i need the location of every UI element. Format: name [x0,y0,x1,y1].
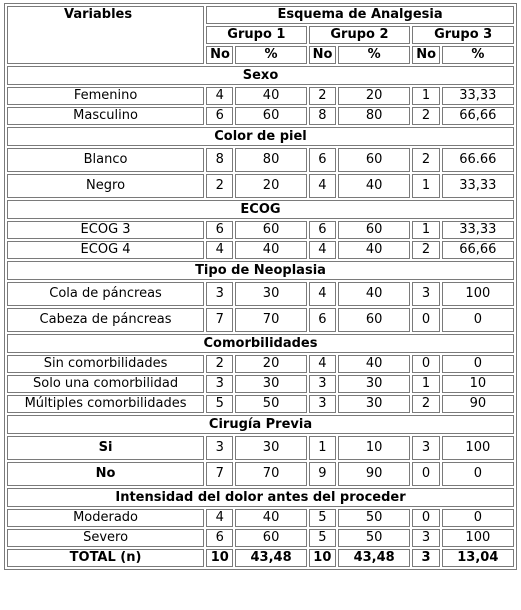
count-cell: 8 [309,107,336,125]
pct-cell: 30 [235,282,306,306]
count-cell: 7 [206,308,233,332]
table-row [7,395,514,413]
row-label: Severo [7,529,204,547]
pct-cell: 10 [338,436,410,460]
pct-cell: 90 [338,462,410,486]
row-label: Si [7,436,204,460]
pct-cell: 90 [442,395,514,413]
pct-cell: 66.66 [442,148,514,172]
group-1-header: Grupo 1 [206,26,307,44]
variables-header: Variables [7,6,204,64]
pct-cell: 100 [442,282,514,306]
table-row [7,107,514,125]
section-title: Intensidad del dolor antes del proceder [7,488,514,507]
count-cell: 0 [412,308,439,332]
count-cell: 1 [412,221,439,239]
pct-cell: 40 [338,355,410,373]
count-cell: 3 [206,436,233,460]
pct-cell: 30 [235,375,306,393]
pct-cell: 50 [338,509,410,527]
total-count-cell: 3 [412,549,439,567]
table-row [7,355,514,373]
count-cell: 5 [309,509,336,527]
pct-cell: 100 [442,529,514,547]
count-cell: 4 [309,241,336,259]
pct-cell: 20 [235,355,306,373]
row-label: Masculino [7,107,204,125]
total-pct-cell: 43,48 [338,549,410,567]
count-cell: 8 [206,148,233,172]
section-header-row [7,415,514,434]
count-cell: 5 [309,529,336,547]
row-label: ECOG 4 [7,241,204,259]
pct-cell: 40 [338,241,410,259]
pct-cell: 60 [338,148,410,172]
count-cell: 6 [309,308,336,332]
table-row [7,509,514,527]
count-cell: 2 [412,241,439,259]
count-cell: 3 [309,395,336,413]
no-header: No [206,46,233,64]
total-count-cell: 10 [309,549,336,567]
count-cell: 2 [206,355,233,373]
count-cell: 1 [309,436,336,460]
section-header-row [7,334,514,353]
count-cell: 1 [412,87,439,105]
pct-cell: 70 [235,462,306,486]
row-label: Negro [7,174,204,198]
pct-cell: 40 [235,87,306,105]
pct-cell: 33,33 [442,174,514,198]
count-cell: 3 [412,436,439,460]
pct-cell: 40 [338,174,410,198]
count-cell: 4 [309,355,336,373]
pct-cell: 60 [235,107,306,125]
section-header-row [7,127,514,146]
section-title: Cirugía Previa [7,415,514,434]
row-label: Cola de páncreas [7,282,204,306]
table-row [7,221,514,239]
row-label: Moderado [7,509,204,527]
pct-cell: 30 [338,375,410,393]
table-row [7,462,514,486]
table-row [7,375,514,393]
no-header: No [309,46,336,64]
pct-cell: 0 [442,462,514,486]
count-cell: 4 [206,87,233,105]
pct-cell: 60 [235,529,306,547]
total-label: TOTAL (n) [7,549,204,567]
pct-cell: 20 [235,174,306,198]
count-cell: 4 [206,241,233,259]
count-cell: 2 [412,395,439,413]
row-label: Cabeza de páncreas [7,308,204,332]
pct-cell: 10 [442,375,514,393]
analgesia-table [4,3,517,570]
pct-cell: 40 [235,241,306,259]
count-cell: 6 [309,221,336,239]
pct-cell: 100 [442,436,514,460]
pct-cell: 30 [235,436,306,460]
table-container [4,3,517,570]
pct-cell: 60 [338,221,410,239]
pct-cell: 0 [442,355,514,373]
count-cell: 9 [309,462,336,486]
section-title: Color de piel [7,127,514,146]
pct-cell: 50 [235,395,306,413]
pct-cell: 40 [338,282,410,306]
count-cell: 2 [309,87,336,105]
pct-cell: 80 [235,148,306,172]
pct-cell: 33,33 [442,87,514,105]
count-cell: 0 [412,462,439,486]
table-row [7,148,514,172]
row-label: Solo una comorbilidad [7,375,204,393]
count-cell: 4 [309,282,336,306]
row-label: ECOG 3 [7,221,204,239]
count-cell: 3 [412,282,439,306]
row-label: Blanco [7,148,204,172]
pct-header: % [442,46,514,64]
table-row [7,282,514,306]
no-header: No [412,46,439,64]
count-cell: 0 [412,355,439,373]
section-title: ECOG [7,200,514,219]
table-row [7,174,514,198]
pct-cell: 0 [442,509,514,527]
count-cell: 7 [206,462,233,486]
total-pct-cell: 43,48 [235,549,306,567]
section-header-row [7,261,514,280]
count-cell: 2 [412,107,439,125]
pct-cell: 60 [235,221,306,239]
count-cell: 6 [206,529,233,547]
row-label: Femenino [7,87,204,105]
count-cell: 6 [206,221,233,239]
group-2-header: Grupo 2 [309,26,411,44]
row-label: Múltiples comorbilidades [7,395,204,413]
pct-cell: 33,33 [442,221,514,239]
section-header-row [7,66,514,85]
count-cell: 3 [206,282,233,306]
count-cell: 6 [206,107,233,125]
count-cell: 0 [412,509,439,527]
count-cell: 4 [309,174,336,198]
pct-header: % [338,46,410,64]
count-cell: 1 [412,174,439,198]
table-row [7,308,514,332]
total-pct-cell: 13,04 [442,549,514,567]
count-cell: 5 [206,395,233,413]
pct-cell: 20 [338,87,410,105]
table-row [7,87,514,105]
count-cell: 2 [206,174,233,198]
table-row [7,529,514,547]
pct-header: % [235,46,306,64]
count-cell: 3 [309,375,336,393]
table-row [7,436,514,460]
count-cell: 2 [412,148,439,172]
count-cell: 3 [412,529,439,547]
section-header-row [7,488,514,507]
row-label: No [7,462,204,486]
count-cell: 6 [309,148,336,172]
section-title: Comorbilidades [7,334,514,353]
pct-cell: 66,66 [442,107,514,125]
pct-cell: 80 [338,107,410,125]
total-count-cell: 10 [206,549,233,567]
section-title: Tipo de Neoplasia [7,261,514,280]
table-row [7,241,514,259]
pct-cell: 66,66 [442,241,514,259]
total-row [7,549,514,567]
pct-cell: 50 [338,529,410,547]
row-label: Sin comorbilidades [7,355,204,373]
pct-cell: 40 [235,509,306,527]
pct-cell: 70 [235,308,306,332]
count-cell: 3 [206,375,233,393]
count-cell: 4 [206,509,233,527]
pct-cell: 0 [442,308,514,332]
section-header-row [7,200,514,219]
pct-cell: 30 [338,395,410,413]
section-title: Sexo [7,66,514,85]
scheme-header: Esquema de Analgesia [206,6,514,24]
group-3-header: Grupo 3 [412,26,514,44]
pct-cell: 60 [338,308,410,332]
count-cell: 1 [412,375,439,393]
